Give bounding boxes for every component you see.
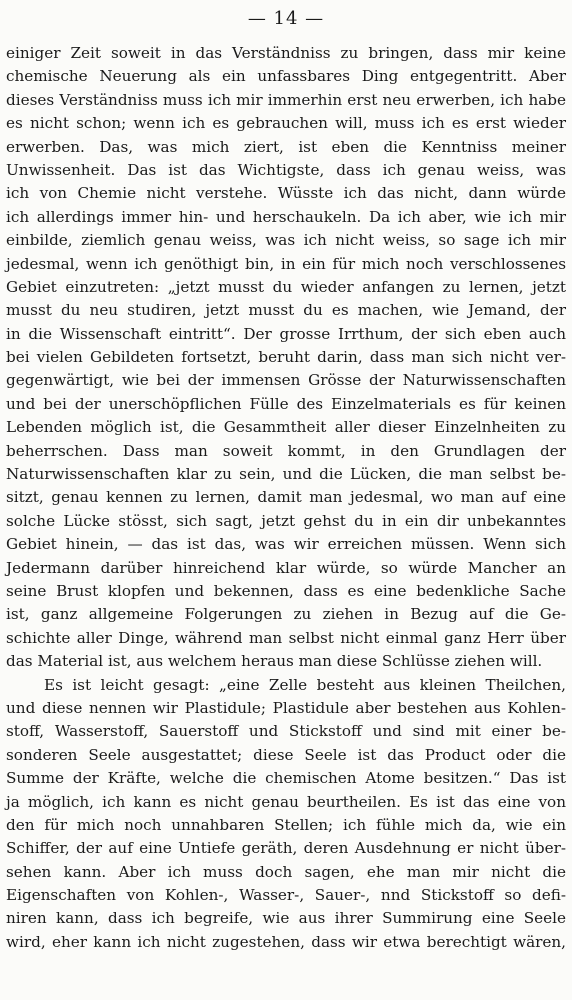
text-line: einiger Zeit soweit in das Verständniss zu bringen, dass mir keine <box>6 44 566 62</box>
text-line: Schiffer, der auf eine Untiefe geräth, deren Ausdehnung er nicht über- <box>6 839 566 858</box>
text-line: ist, ganz allgemeine Folgerungen zu ziehen in Bezug auf die Ge- <box>6 605 566 624</box>
page-number: — 14 — <box>247 8 325 29</box>
text-line: chemische Neuerung als ein unfassbares Ding entgegentritt. Aber <box>6 67 566 86</box>
text-line: sitzt, genau kennen zu lernen, damit man jedesmal, wo man auf eine <box>6 488 566 507</box>
text-line: dieses Verständniss muss ich mir immerhin erst neu erwerben, ich habe <box>6 90 566 109</box>
text-line: seine Brust klopfen und bekennen, dass es eine bedenkliche Sache <box>6 581 566 600</box>
text-line: Eigenschaften von Kohlen-, Wasser-, Sauer-, nnd Stickstoff so defi- <box>6 886 566 905</box>
text-line: in die Wissenschaft eintritt“. Der grosse Irrthum, der sich eben auch <box>6 324 566 343</box>
text-line: es nicht schon; wenn ich es gebrauchen will, muss ich es erst wieder <box>6 114 566 133</box>
text-line: ich allerdings immer hin- und herschaukeln. Da ich aber, wie ich mir <box>6 207 566 226</box>
text-line: niren kann, dass ich begreife, wie aus ihrer Summirung eine Seele <box>6 909 566 928</box>
text-line: sehen kann. Aber ich muss doch sagen, ehe man mir nicht die <box>6 862 566 881</box>
text-line: bei vielen Gebildeten fortsetzt, beruht darin, dass man sich nicht ver- <box>6 348 566 367</box>
text-line: und bei der unerschöpflichen Fülle des Einzelmaterials es für keinen <box>6 394 566 413</box>
text-line: Gebiet einzutreten: „jetzt musst du wieder anfangen zu lernen, jetzt <box>6 277 566 296</box>
text-line: ja möglich, ich kann es nicht genau beurtheilen. Es ist das eine von <box>6 792 566 811</box>
text-line: erwerben. Das, was mich ziert, ist eben die Kenntniss meiner <box>6 137 566 156</box>
text-line: Naturwissenschaften klar zu sein, und die Lücken, die man selbst be- <box>6 465 566 484</box>
text-line: ich von Chemie nicht verstehe. Wüsste ich das nicht, dann würde <box>6 184 566 203</box>
text-line: Jedermann darüber hinreichend klar würde, so würde Mancher an <box>6 558 566 577</box>
text-line: Lebenden möglich ist, die Gesammtheit aller dieser Einzelnheiten zu <box>6 418 566 437</box>
text-line: sonderen Seele ausgestattet; diese Seele ist das Product oder die <box>6 745 566 764</box>
text-line: gegenwärtigt, wie bei der immensen Grösse der Naturwissenschaften <box>6 371 566 390</box>
paragraph-first-line: Es ist leicht gesagt: „eine Zelle besteht aus kleinen Theilchen, <box>44 675 566 694</box>
text-line: beherrschen. Dass man soweit kommt, in den Grundlagen der <box>6 441 566 460</box>
text-line: Summe der Kräfte, welche die chemischen Atome besitzen.“ Das ist <box>6 769 566 788</box>
text-line: schichte aller Dinge, während man selbst nicht einmal ganz Herr über <box>6 628 566 647</box>
text-line: stoff, Wasserstoff, Sauerstoff und Stickstoff und sind mit einer be- <box>6 722 566 741</box>
text-line: Gebiet hinein, — das ist das, was wir erreichen müssen. Wenn sich <box>6 535 566 554</box>
text-line: wird, eher kann ich nicht zugestehen, dass wir etwa berechtigt wären, <box>6 932 566 951</box>
text-line: und diese nennen wir Plastidule; Plastidule aber bestehen aus Kohlen- <box>6 698 566 717</box>
text-line: das Material ist, aus welchem heraus man diese Schlüsse ziehen will. <box>6 652 543 671</box>
text-line: solche Lücke stösst, sich sagt, jetzt gehst du in ein dir unbekanntes <box>6 511 566 530</box>
text-line: Unwissenheit. Das ist das Wichtigste, dass ich genau weiss, was <box>6 160 566 179</box>
body-text <box>6 42 566 954</box>
text-line: den für mich noch unnahbaren Stellen; ich fühle mich da, wie ein <box>6 815 566 834</box>
text-line: einbilde, ziemlich genau weiss, was ich nicht weiss, so sage ich mir <box>6 231 566 250</box>
text-line: jedesmal, wenn ich genöthigt bin, in ein für mich noch verschlossenes <box>6 254 566 273</box>
text-line: musst du neu studiren, jetzt musst du es machen, wie Jemand, der <box>6 301 566 320</box>
